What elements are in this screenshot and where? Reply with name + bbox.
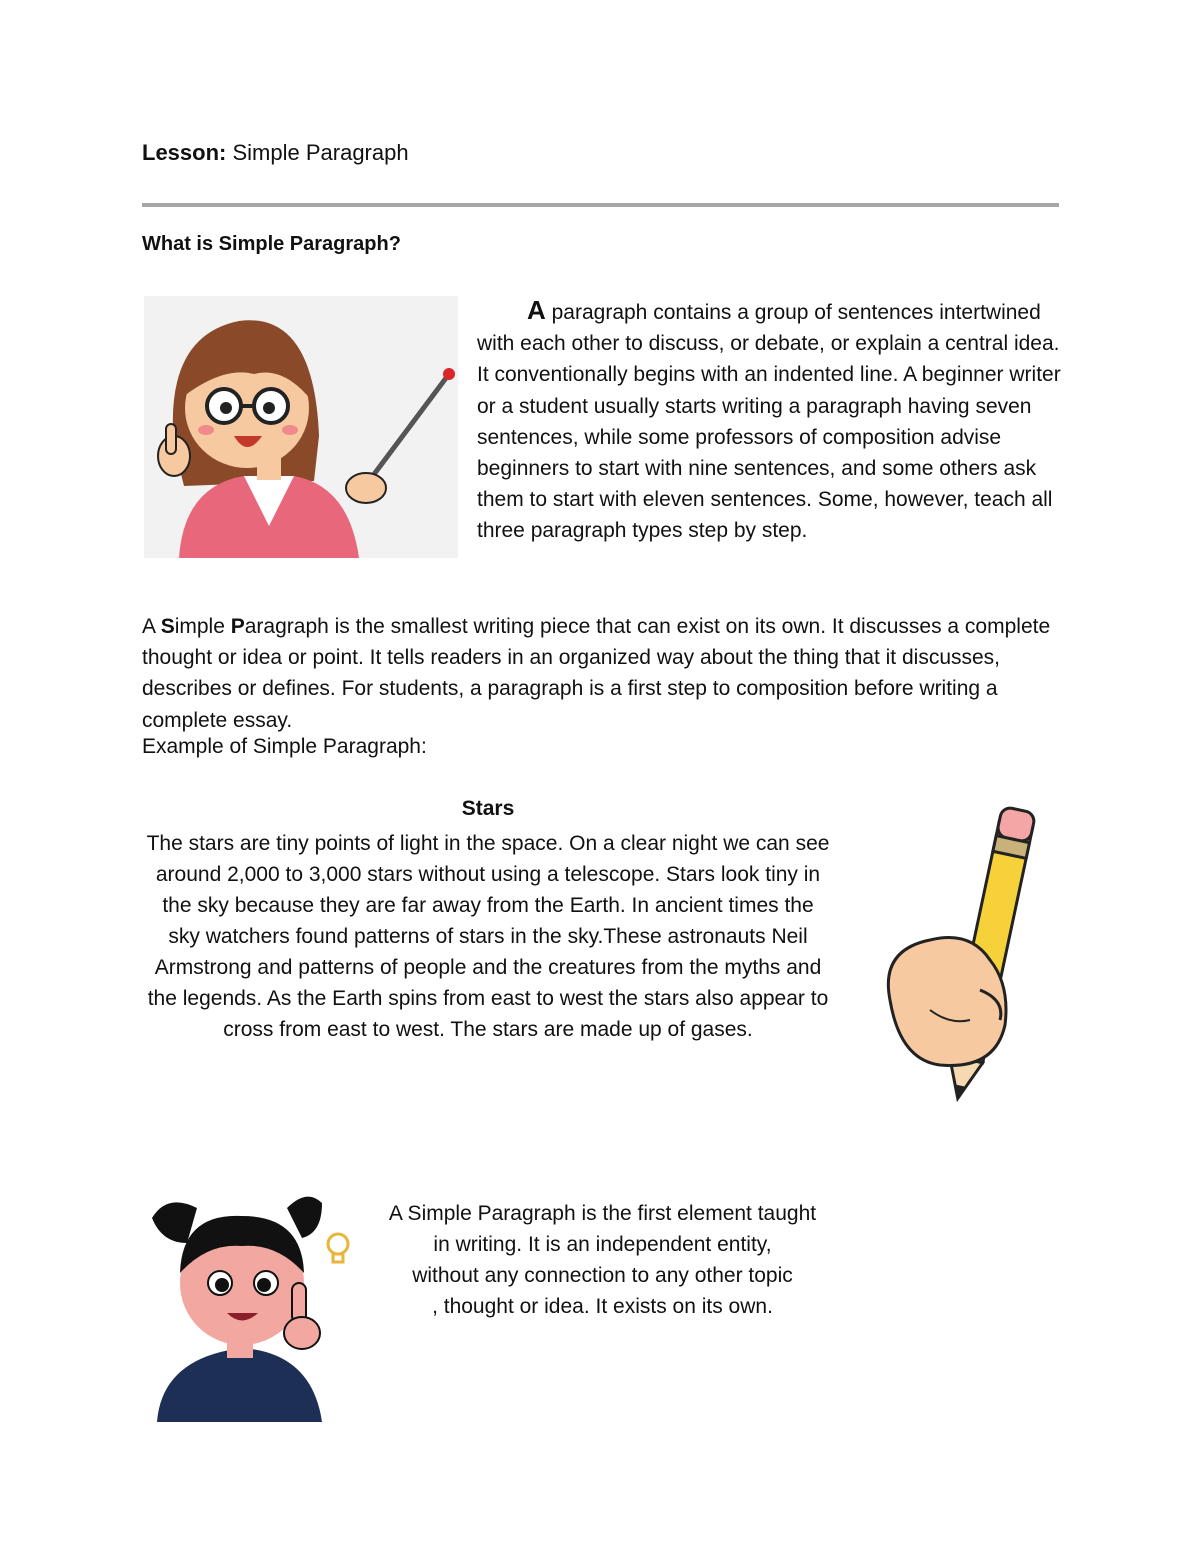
lesson-line [142,140,409,166]
girl-illustration [142,1188,354,1422]
closing-line: without any connection to any other topic [412,1264,793,1287]
section-heading: What is Simple Paragraph? [142,233,401,255]
text-imple: imple [174,615,231,638]
simple-paragraph-definition [142,611,1072,736]
closing-paragraph [350,1198,855,1322]
intro-paragraph [477,295,1067,547]
definition-text: aragraph is the smallest writing piece that can exist on its own. It discusses a complete thought or idea or point. It tells readers in an organized way about the thing that it discusses, describes or defines. For students, a paragraph is a first step to composition before writing a complete essay. [142,615,1051,732]
stars-paragraph: The stars are tiny points of light in the space. On a clear night we can see around 2,000 to 3,000 stars without using a telescope. Stars look tiny in the sky because they are far away from the Earth. In ancient times the sky watchers found patterns of stars in the sky.These astronauts Neil Armstrong and patterns of people and the creatures from the myths and the legends. As the Earth spins from east to west the stars also appear to cross from east to west. The stars are made up of gases. [146,832,830,1041]
text-a: A [142,615,161,638]
lesson-title: Simple Paragraph [232,140,409,165]
drop-letter: A [527,295,546,325]
stars-title: Stars [461,797,515,820]
girl-thinking-icon [142,1188,354,1422]
closing-line: in writing. It is an independent entity, [433,1233,772,1256]
teacher-icon [144,296,458,558]
pencil-hand-illustration [870,800,1060,1120]
closing-line: A Simple Paragraph is the first element taught [388,1202,817,1225]
lesson-label: Lesson: [142,140,227,165]
pencil-icon [870,800,1060,1120]
teacher-illustration [144,296,458,558]
bold-p: P [230,615,245,638]
intro-text: paragraph contains a group of sentences intertwined with each other to discuss, or debate, or explain a central idea. It conventionally begins with an indented line. A beginner writer or a student usually starts writing a paragraph having seven sentences, while some professors of composition advise beginners to start with nine sentences, and some others ask them to start with eleven sentences. Some, however, teach all three paragraph types step by step. [477,301,1061,543]
example-label: Example of Simple Paragraph: [142,735,427,758]
closing-line: , thought or idea. It exists on its own. [432,1295,773,1318]
horizontal-rule [142,203,1059,207]
bold-s: S [160,615,175,638]
